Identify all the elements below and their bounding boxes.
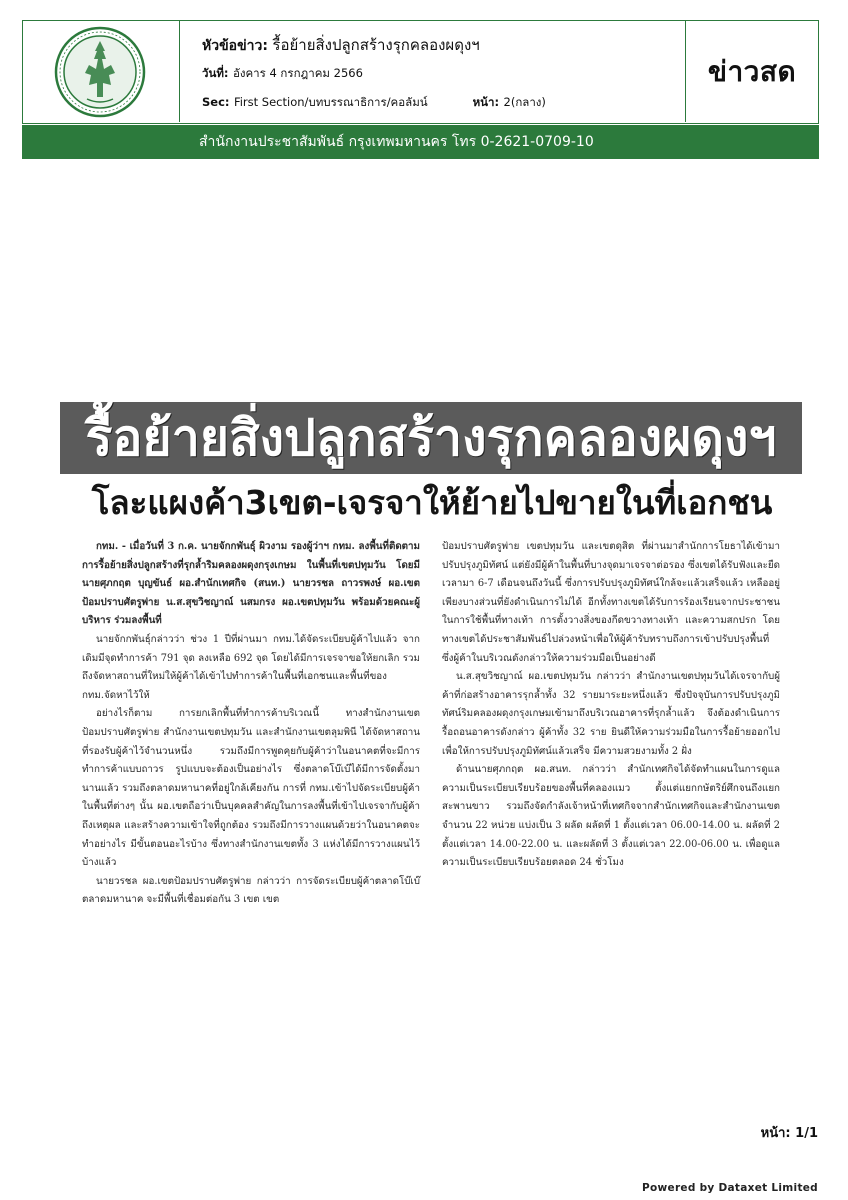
clipping-header: [22, 20, 819, 124]
pr-office-banner: [22, 125, 819, 159]
source-tag: ข่าวสด: [707, 54, 797, 88]
logo-cell: [23, 21, 180, 122]
paragraph: กทม. - เมื่อวันที่ 3 ก.ค. นายจักกพันธุ์ ผิวงาม รองผู้ว่าฯ กทม. ลงพื้นที่ติดตามการรื้อย้ายสิ่งปลูกสร้างที่รุกล้ำริมคลองผดุงกรุงเกษม ในพื้นที่เขตปทุมวัน โดยมี นายศุภกฤต บุญขันธ์ ผอ.สำนักเทศกิจ (สนท.) นายวรชล ถาวรพงษ์ ผอ.เขตป้อมปราบศัตรูพ่าย น.ส.สุขวิชญาณ์ นสมกรง ผอ.เขตปทุมวัน พร้อมด้วยคณะผู้บริหาร ร่วมลงพื้นที่: [82, 541, 420, 627]
powered-by: Powered by Dataxet Limited: [642, 1182, 818, 1194]
metadata-cell: [180, 21, 686, 122]
source-tag-cell: [686, 21, 818, 122]
paragraph: ป้อมปราบศัตรูพ่าย เขตปทุมวัน และเขตดุสิต ที่ผ่านมาสำนักการโยธาได้เข้ามาปรับปรุงภูมิทัศน์ แต่ยังมีผู้ค้าในพื้นที่บางจุดมาเจรจาต่อรอง ซึ่งเขตได้รับฟังและยืดเวลามา 6-7 เดือนจนถึงวันนี้ ซึ่งการปรับปรุงภูมิทัศน์ใกล้จะแล้วเสร็จแล้ว เหลืออยู่เพียงบางส่วนที่ยังดำเนินการไม่ได้ อีกทั้งทางเขตได้รับการร้องเรียนจากประชาชนในการใช้พื้นที่ทางเท้า การตั้งวางสิ่งของกีดขวางทางเท้า และความสกปรก โดยทางเขตได้ประชาสัมพันธ์ไปล่วงหน้าเพื่อให้ผู้ค้ารับทราบถึงการเข้าปรับปรุงพื้นที่ ซึ่งผู้ค้าในบริเวณดังกล่าวให้ความร่วมมือเป็นอย่างดี: [442, 541, 780, 664]
bangkok-seal-icon: [53, 25, 147, 119]
article-left-column: [82, 538, 420, 910]
article-right-column: [442, 538, 780, 873]
page-count: หน้า: 1/1: [760, 1126, 818, 1141]
headline-meta: [202, 33, 480, 57]
paragraph: นายจักกพันธุ์กล่าวว่า ช่วง 1 ปีที่ผ่านมา กทม.ได้จัดระเบียบผู้ค้าไปแล้ว จากเดิมมีจุดทำการค้า 791 จุด ลงเหลือ 692 จุด โดยได้มีการเจรจาขอให้ยกเลิก รวมถึงจัดหาสถานที่ใหม่ให้ผู้ค้าได้เข้าไปทำการค้าในพื้นที่เอกชนและพื้นที่ของ กทม.จัดหาไว้ให้: [82, 633, 420, 701]
paragraph: ด้านนายศุภกฤต ผอ.สนท. กล่าวว่า สำนักเทศกิจได้จัดทำแผนในการดูแลความเป็นระเบียบเรียบร้อยของพื้นที่คลองแมว ตั้งแต่แยกกษัตริย์ศึกจนถึงแยกสะพานขาว รวมถึงจัดกำลังเจ้าหน้าที่เทศกิจจากสำนักเทศกิจและสำนักงานเขต จำนวน 22 หน่วย แบ่งเป็น 3 ผลัด ผลัดที่ 1 ตั้งแต่เวลา 06.00-14.00 น. ผลัดที่ 2 ตั้งแต่เวลา 14.00-22.00 น. และผลัดที่ 3 ตั้งแต่เวลา 22.00-06.00 น. เพื่อดูแลความเป็นระเบียบเรียบร้อยตลอด 24 ชั่วโมง: [442, 764, 780, 869]
paragraph: น.ส.สุขวิชญาณ์ ผอ.เขตปทุมวัน กล่าวว่า สำนักงานเขตปทุมวันได้เจรจากับผู้ค้าที่ก่อสร้างอาคารรุกล้ำทั้ง 32 รายมาระยะหนึ่งแล้ว ซึ่งปัจจุบันการปรับปรุงภูมิทัศน์ริมคลองผดุงกรุงเกษมเข้ามาถึงบริเวณอาคารที่รุกล้ำแล้ว จึงต้องดำเนินการรื้อถอนอาคารดังกล่าว ผู้ค้าทั้ง 32 ราย ยินดีให้ความร่วมมือในการรื้อย้ายออกไป เพื่อให้การปรับปรุงภูมิทัศน์แล้วเสร็จ มีความสวยงามทั้ง 2 ฝั่ง: [442, 671, 780, 757]
article-headline: รื้อย้ายสิ่งปลูกสร้างรุกคลองผดุงฯ: [60, 402, 802, 474]
paragraph: อย่างไรก็ตาม การยกเลิกพื้นที่ทำการค้าบริเวณนี้ ทางสำนักงานเขตป้อมปราบศัตรูพ่าย สำนักงานเขตปทุมวัน และสำนักงานเขตลุมพินี ได้จัดหาสถานที่รองรับผู้ค้าไว้จำนวนหนึ่ง รวมถึงมีการพูดคุยกับผู้ค้าว่าในอนาคตที่จะมีการทำการค้าแบบถาวร รูปแบบจะต้องเป็นอย่างไร ซึ่งตลาดโบ๊เบ๊ได้มีการจัดตั้งมานานแล้ว รวมถึงตลาดมหานาคที่อยู่ใกล้เคียงกัน การที่ กทม.เข้าไปจัดระเบียบผู้ค้าในพื้นที่ต่างๆ นั้น ผอ.เขตถือว่าเป็นบุคคลสำคัญในการลงพื้นที่เข้าไปเจรจากับผู้ค้าถึงเหตุผล และสร้างความเข้าใจที่ถูกต้อง รวมถึงมีการวางแผนด้วยว่าในอนาคตจะทำอย่างไร มีขั้นตอนอะไรบ้าง ซึ่งทางสำนักงานเขตทั้ง 3 แห่งได้มีการวางแผนไว้บ้างแล้ว: [82, 708, 420, 869]
headline-value: รื้อย้ายสิ่งปลูกสร้างรุกคลองผดุงฯ: [272, 36, 480, 54]
section-label: Sec:: [202, 95, 230, 109]
date-meta: [202, 65, 363, 83]
date-value: อังคาร 4 กรกฎาคม 2566: [232, 66, 363, 80]
article-subheadline: โละแผงค้า3เขต-เจรจาให้ย้ายไปขายในที่เอกชน: [91, 483, 773, 522]
page-value: 2(กลาง): [503, 95, 546, 109]
paragraph: นายวรชล ผอ.เขตป้อมปราบศัตรูพ่าย กล่าวว่า การจัดระเบียบผู้ค้าตลาดโบ๊เบ๊ ตลาดมหานาค จะมีพื้นที่เชื่อมต่อกัน 3 เขต เขต: [82, 875, 420, 906]
headline-label: หัวข้อข่าว:: [202, 38, 268, 54]
page-label: หน้า:: [472, 95, 500, 109]
section-meta: [202, 94, 546, 112]
banner-text: สำนักงานประชาสัมพันธ์ กรุงเทพมหานคร โทร 0-2621-0709-10: [199, 134, 594, 150]
date-label: วันที่:: [202, 66, 229, 80]
section-value: First Section/บทบรรณาธิการ/คอลัมน์: [233, 95, 428, 109]
